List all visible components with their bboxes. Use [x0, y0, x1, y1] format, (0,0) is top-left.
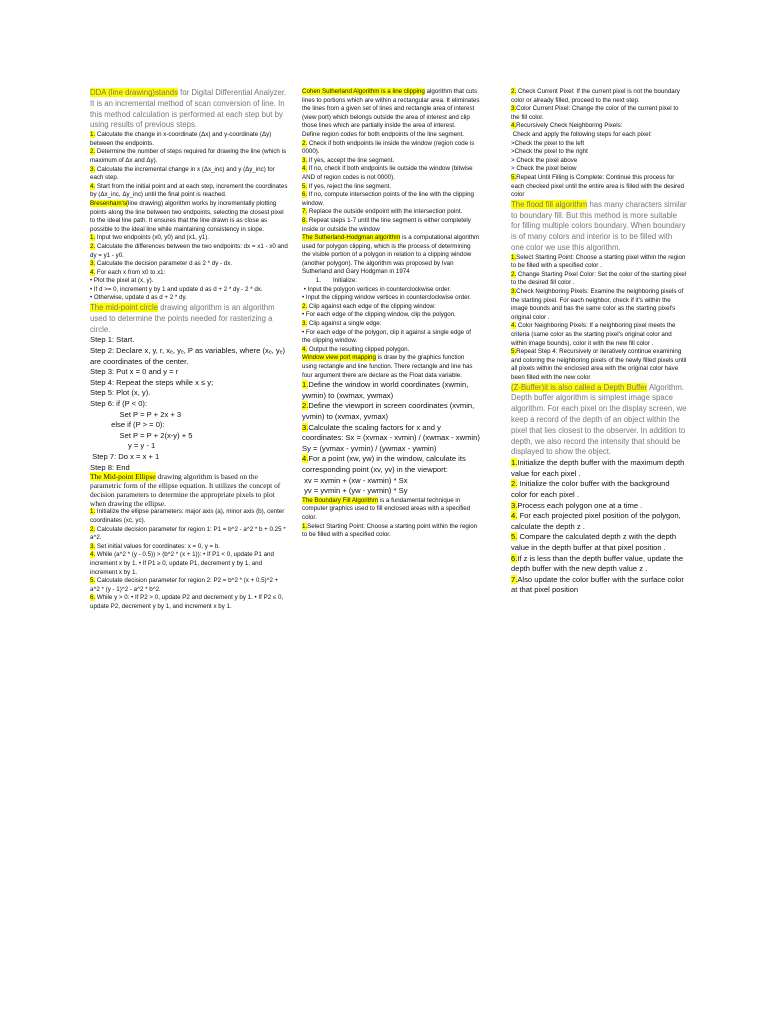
paragraph-text: Recursively Check Neighboring Pixels: Check and apply the following steps for each pixel: >Check the pixel to the left >Check the pixel to the right > Check the pixel above > Check the pixel below — [511, 122, 652, 173]
paragraph-text: Determine the number of steps required for drawing the line (which is maximum of Δx and Δy). — [90, 148, 288, 164]
highlighted-text: 4. — [90, 551, 96, 559]
highlighted-text: 3. — [302, 156, 308, 164]
paragraph-text: Calculate the differences between the two endpoints: dx = x1 - x0 and dy = y1 - y0. — [90, 242, 290, 259]
highlighted-text: 4. — [511, 322, 517, 330]
paragraph-text: Initialize the depth buffer with the maximum depth value for each pixel . — [511, 458, 687, 478]
paragraph — [90, 594, 288, 611]
paragraph — [90, 234, 288, 243]
paragraph — [302, 354, 480, 380]
paragraph — [511, 288, 687, 322]
paragraph — [511, 479, 687, 500]
highlighted-text: 1. — [302, 380, 309, 390]
paragraph-text: Start from the initial point and at each step, increment the coordinates by (Δx_inc, Δy_inc) until the final point is reached. — [90, 182, 290, 199]
highlighted-text: 3. — [90, 260, 96, 268]
column-left — [90, 88, 288, 611]
highlighted-text: 3. — [90, 165, 96, 173]
paragraph-text: drawing algorithm is an algorithm used to determine the points needed for rasterizing a circle. — [90, 303, 277, 334]
paragraph-text: Calculate the scaling factors for x and y coordinates: Sx = (xvmax - xvmin) / (xwmax - xwmin) Sy = (yvmax - yvmin) / (ywmax - ywmin) — [302, 422, 482, 453]
paragraph-text: Algorithm. Depth buffer algorithm is simplest image space algorithm. For each pixel on the display screen, we keep a record of the depth of an object within the pixel that lies closest to the observer. In addition to depth, we also record the intensity that should be displayed to show the object. — [511, 382, 689, 457]
highlighted-text: 5. — [90, 577, 96, 585]
highlighted-text: 4. — [90, 268, 96, 276]
paragraph — [511, 348, 687, 382]
highlighted-text: 6. — [302, 191, 308, 199]
highlighted-text: 1. — [90, 234, 96, 242]
paragraph-text: Replace the outside endpoint with the intersection point. — [307, 208, 463, 216]
paragraph — [90, 551, 288, 577]
paragraph — [302, 88, 480, 140]
highlighted-text: 1. — [302, 522, 308, 530]
highlighted-text: Bresenham's( — [90, 199, 128, 207]
paragraph — [302, 401, 480, 422]
paragraph-text: Repeat Until Filling is Complete: Continue this process for each checked pixel until the entire area is filled with the desired color — [511, 173, 686, 199]
paragraph-text: If z is less than the depth buffer value, update the depth buffer with the new depth value z . — [511, 553, 686, 574]
paragraph — [90, 269, 288, 303]
paragraph — [90, 88, 288, 131]
paragraph-text: drawing algorithm is based on the parametric form of the ellipse equation. It utilizes the concept of decision parameters to determine the appropriate pixels to plot when drawing the ellipse. — [90, 472, 283, 508]
paragraph — [90, 260, 288, 269]
paragraph — [302, 217, 480, 234]
highlighted-text: 5. — [511, 173, 517, 181]
highlighted-text: 8. — [302, 216, 308, 224]
paragraph — [302, 346, 480, 355]
highlighted-text: 3. — [302, 320, 308, 328]
paragraph-text: If yes, reject the line segment. — [307, 182, 392, 190]
highlighted-text: 3. — [302, 422, 309, 432]
highlighted-text: DDA (line drawing)stands — [90, 88, 178, 97]
highlighted-text: 1. — [90, 508, 96, 516]
column-middle — [302, 88, 480, 540]
paragraph — [90, 508, 288, 525]
paragraph-text: Check Current Pixel: If the current pixel is not the boundary color or already filled, proceed to the next step. — [511, 88, 682, 104]
paragraph — [302, 208, 480, 217]
paragraph-text: While (a^2 * (y - 0.5)) > (b^2 * (x + 1)): • If P1 < 0, update P1 and increment x by 1. • If P1 ≥ 0, update P1, decrement y by 1, and increment x by 1. — [90, 551, 276, 576]
paragraph — [90, 243, 288, 260]
paragraph — [511, 575, 687, 596]
highlighted-text: 7. — [302, 208, 308, 216]
paragraph-text: line drawing) algorithm works by incrementally plotting points along the line between two endpoints, selecting the closest pixel to the ideal line path. It ensures that the line drawn is as close as possible to the ideal line while maintaining consistency in slope. — [90, 199, 286, 233]
paragraph-text: If no, compute intersection points of the line with the clipping window. — [302, 191, 476, 207]
paragraph-text: If no, check if both endpoints lie outside the window (bitwise AND of region codes is not 0000). — [302, 165, 474, 181]
paragraph-text: Compare the calculated depth z with the depth value in the depth buffer at that pixel position . — [511, 532, 679, 552]
highlighted-text: The Sutherland-Hodgman algorithm — [302, 234, 401, 242]
paragraph-text: Repeat Step 4: Recursively or iteratively continue examining and coloring the neighboring pixels of the newly filled pixels until all pixels within the enclosed area with the original color have been filled with the new color — [511, 348, 689, 382]
paragraph-text: is a fundamental technique in computer graphics used to fill enclosed areas with a specified color. — [302, 496, 472, 521]
paragraph — [90, 526, 288, 543]
highlighted-text: 6. — [90, 594, 96, 602]
paragraph-text: Check Neighboring Pixels: Examine the neighboring pixels of the starting pixel. For each neighbor, check if it's within the image bounds and has the same color as the starting pixel's original color . — [511, 288, 686, 321]
paragraph — [302, 423, 480, 455]
highlighted-text: 1. — [511, 253, 517, 261]
paragraph — [90, 577, 288, 594]
highlighted-text: Cohen Sutherland Algorithm is a line clipping — [302, 88, 425, 95]
paragraph-text: For each x from x0 to x1: • Plot the pixel at (x, y). • If d >= 0, increment y by 1 and update d as d + 2 * dy - 2 * dx. • Otherwise, update d as d + 2 * dy. — [90, 268, 263, 302]
paragraph-text: Check if both endpoints lie inside the window (region code is 0000). — [302, 139, 477, 156]
paragraph — [511, 88, 687, 105]
paragraph-text: Set initial values for coordinates: x = 0, y = b. — [95, 542, 221, 550]
highlighted-text: The Mid-point Ellipse — [90, 472, 156, 482]
paragraph-text: Change Starting Pixel Color: Set the color of the starting pixel to the desired fill color . — [511, 270, 688, 287]
paragraph — [511, 254, 687, 271]
paragraph-text: Output the resulting clipped polygon. — [307, 345, 410, 353]
paragraph-text: Define the viewport in screen coordinates (xvmin, yvmin) to (xvmax, yvmax) — [302, 401, 477, 421]
paragraph — [90, 148, 288, 165]
paragraph-text: Select Starting Point: Choose a starting point within the region to be filled with a specified color. — [302, 522, 479, 539]
highlighted-text: The flood fill algorithm — [511, 199, 588, 209]
paragraph — [511, 532, 687, 553]
paragraph-text: If yes, accept the line segment. — [307, 156, 395, 164]
paragraph — [302, 183, 480, 192]
highlighted-text: 3. — [511, 288, 517, 296]
column-right — [511, 88, 687, 596]
paragraph-text: is a computational algorithm used for polygon clipping, which is the process of determining the visible portion of a polygon in relation to a clipping window (another polygon). The algorithm was proposed by Ivan Sutherland and Gary Hodgman in 1974 1. Initialize: • Input the polygon vertices in counterclockwise order. • Input the clipping window vertices in counterclockwise order. — [302, 234, 480, 302]
highlighted-text: 3. — [511, 105, 517, 113]
highlighted-text: 4. — [302, 165, 308, 173]
paragraph — [90, 131, 288, 148]
paragraph-text: Step 1: Start. Step 2: Declare x, y, r, xₑ, yₑ, P as variables, where (xₑ, yₑ) are coordinates of the center. Step 3: Put x = 0 and y = r Step 4: Repeat the steps while x ≤ y; Step 5: Plot (x, y). Step 6: if (P < 0): Set P = P + 2x + 3 else if (P > = 0): Set P = P + 2(x-y) + 5 y = y - 1 Step 7: Do x = x + 1 Step 8: End — [90, 335, 286, 472]
paragraph-text: Repeat steps 1-7 until the line segment is either completely inside or outside the window — [302, 216, 473, 233]
paragraph-text: Select Starting Point: Choose a starting pixel within the region to be filled with a specified color . — [511, 253, 688, 270]
paragraph — [302, 497, 480, 523]
paragraph-text: is draw by the graphics function using rectangle and line function. There rectangle and line has four argument there are declare as the Float data variable. — [302, 354, 475, 379]
highlighted-text: 2. — [90, 242, 96, 250]
highlighted-text: 5. — [511, 532, 518, 542]
paragraph — [302, 523, 480, 540]
paragraph-text: Color Neighboring Pixels: If a neighboring pixel meets the criteria (same color as the starting pixel's original color and within image bounds), color it with the new fill color . — [511, 322, 678, 347]
highlighted-text: Window view port mapping — [302, 354, 376, 362]
highlighted-text: 5. — [302, 182, 308, 190]
paragraph — [302, 454, 480, 496]
paragraph — [302, 140, 480, 157]
paragraph-text: Calculate decision parameter for region 2: P2 = b^2 * (x + 0.5)^2 + a^2 * (y - 1)^2 - a^2 * b^2. — [90, 577, 281, 593]
paragraph — [511, 501, 687, 512]
paragraph-text: Initialize the color buffer with the background color for each pixel . — [511, 479, 672, 499]
highlighted-text: 4. — [90, 182, 96, 190]
paragraph-text: Process each polygon one at a time . — [517, 500, 643, 510]
paragraph — [302, 303, 480, 320]
paragraph — [511, 200, 687, 254]
highlighted-text: 2. — [302, 302, 308, 310]
paragraph-text: for Digital Differential Analyzer. It is an incremental method of scan conversion of line. In this method calculation is performed at each step but by using results of previous steps. — [90, 88, 289, 130]
highlighted-text: 4. — [511, 511, 518, 521]
paragraph-text: Define the window in world coordinates (xwmin, ywmin) to (xwmax, ywmax) — [302, 380, 471, 400]
highlighted-text: 1. — [511, 458, 518, 468]
paragraph-text: Clip against a single edge: • For each edge of the polygon, clip it against a single edge of the clipping window. — [302, 320, 471, 345]
paragraph — [511, 458, 687, 479]
paragraph — [302, 191, 480, 208]
paragraph — [511, 105, 687, 122]
paragraph — [511, 511, 687, 532]
paragraph — [90, 200, 288, 234]
highlighted-text: 4. — [511, 122, 517, 130]
highlighted-text: 2. — [302, 401, 309, 411]
highlighted-text: 6. — [511, 553, 518, 563]
paragraph — [90, 303, 288, 335]
paragraph — [511, 271, 687, 288]
highlighted-text: 2. — [511, 270, 517, 278]
highlighted-text: 4. — [302, 345, 308, 353]
paragraph-text: Color Current Pixel: Change the color of the current pixel to the fill color. — [511, 105, 681, 121]
paragraph — [511, 554, 687, 575]
paragraph-text: For each projected pixel position of the polygon, calculate the depth z . — [511, 511, 683, 531]
paragraph — [302, 165, 480, 182]
paragraph — [302, 157, 480, 166]
paragraph-text: Calculate the decision parameter d as 2 * dy - dx. — [95, 260, 233, 268]
highlighted-text: 2. — [90, 148, 96, 156]
paragraph — [511, 383, 687, 459]
highlighted-text: The Boundary Fill Algorithm — [302, 496, 379, 504]
highlighted-text: 2. — [90, 525, 96, 533]
highlighted-text: 7. — [511, 574, 518, 584]
paragraph-text: Calculate the incremental change in x (Δx_inc) and y (Δy_inc) for each step. — [90, 165, 277, 182]
paragraph-text: has many characters similar to boundary fill. But this method is more suitable for filling multiple colors boundary. When boundary is of many colors and interior is to be filled with one color we use this algorithm. — [511, 199, 689, 252]
paragraph — [90, 183, 288, 200]
paragraph — [90, 335, 288, 473]
highlighted-text: 3. — [511, 500, 518, 510]
highlighted-text: 5. — [511, 348, 517, 356]
paragraph-text: Initialize the ellipse parameters: major axis (a), minor axis (b), center coordinates (xc, yc). — [90, 508, 287, 524]
paragraph — [302, 320, 480, 346]
paragraph — [511, 174, 687, 200]
paragraph — [90, 166, 288, 183]
highlighted-text: 3. — [90, 542, 96, 550]
paragraph-text: Also update the color buffer with the surface color at that pixel position — [511, 574, 687, 595]
paragraph-text: Clip against each edge of the clipping window: • For each edge of the clipping window, clip the polygon. — [302, 302, 456, 319]
paragraph-text: Calculate the change in x-coordinate (Δx) and y-coordinate (Δy) between the endpoints. — [90, 131, 274, 147]
paragraph-text: Input two endpoints (x0, y0) and (x1, y1). — [95, 234, 210, 242]
paragraph — [511, 122, 687, 174]
paragraph-text: algorithm that cuts lines to portions which are within a rectangular area. It eliminates the lines from a given set of lines and rectangle area of interest (view port) which belongs outside the area of interest and clip those lines which are partially inside the area of interest. Define region codes for both endpoints of the line segment. — [302, 88, 480, 138]
paragraph — [90, 473, 288, 508]
highlighted-text: The mid-point circle — [90, 303, 159, 313]
paragraph-text: While y > 0: • If P2 > 0, update P2 and decrement y by 1. • If P2 ≤ 0, update P2, decrement y by 1, and increment x by 1. — [90, 594, 285, 610]
highlighted-text: 2. — [511, 88, 517, 95]
highlighted-text: 2. — [302, 139, 308, 147]
paragraph — [511, 322, 687, 348]
paragraph-text: Calculate decision parameter for region 1: P1 = b^2 - a^2 * b + 0.25 * a^2. — [90, 525, 288, 542]
highlighted-text: 2. — [511, 479, 518, 489]
highlighted-text: (Z-Buffer)it is also called a Depth Buffer — [511, 382, 648, 392]
highlighted-text: 4. — [302, 454, 309, 464]
paragraph — [302, 380, 480, 401]
highlighted-text: 1. — [90, 131, 96, 139]
paragraph-text: For a point (xw, yw) in the window, calculate its corresponding point (xv, yv) in the viewport: xv = xvmin + (xw - xwmin) * Sx yv = yvmin + (yw - ywmin) * Sy — [302, 454, 466, 496]
paragraph — [302, 234, 480, 303]
paragraph — [90, 543, 288, 552]
